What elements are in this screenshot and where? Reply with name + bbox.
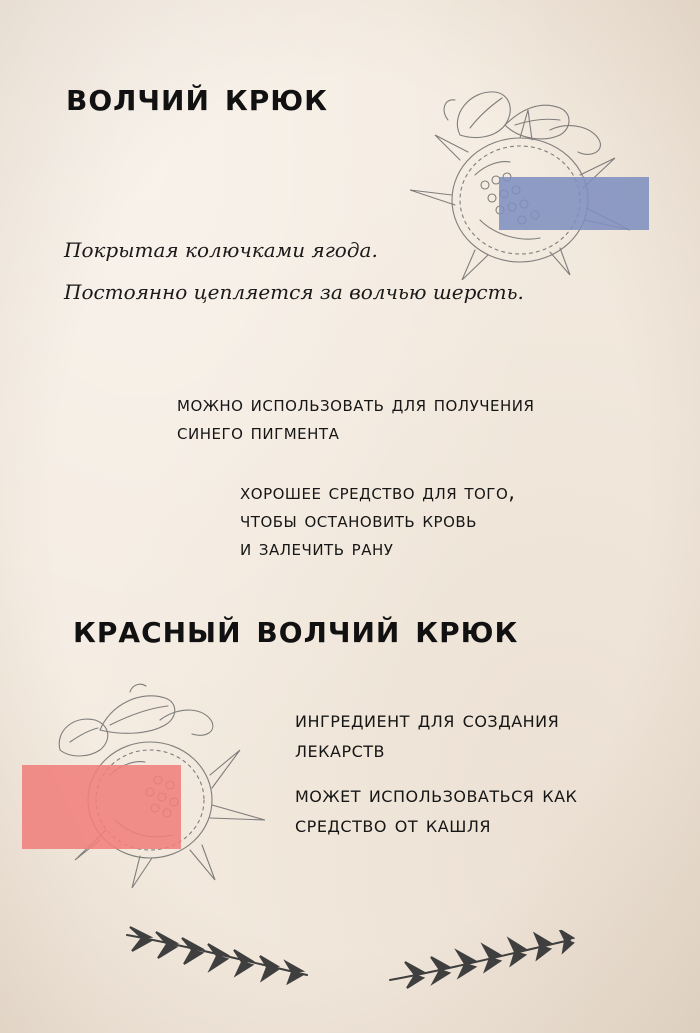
description-line: Постоянно цепляется за волчью шерсть. [64,280,524,304]
leaf-branch-icon [385,930,575,990]
leaf-branch-icon [122,925,312,985]
blue-pigment-swatch [499,177,649,230]
red-pigment-swatch [22,765,181,849]
property-note [295,705,559,765]
description-line: Покрытая колючками ягода. [64,238,378,262]
note-line: хорошее средство для того, [240,480,516,504]
note-line: может использоваться как [295,782,578,808]
property-note [295,780,577,840]
note-line: лекарств [295,737,386,763]
property-note [240,478,515,562]
property-note [177,390,534,446]
note-line: средство от кашля [295,812,491,838]
note-line: можно использовать для получения [177,392,535,416]
note-line: и залечить рану [240,536,394,560]
section-title: красный волчий крюк [73,606,519,652]
section-title: волчий крюк [66,74,328,120]
note-line: синего пигмента [177,420,340,444]
note-line: ингредиент для создания [295,707,560,733]
note-line: чтобы остановить кровь [240,508,477,532]
